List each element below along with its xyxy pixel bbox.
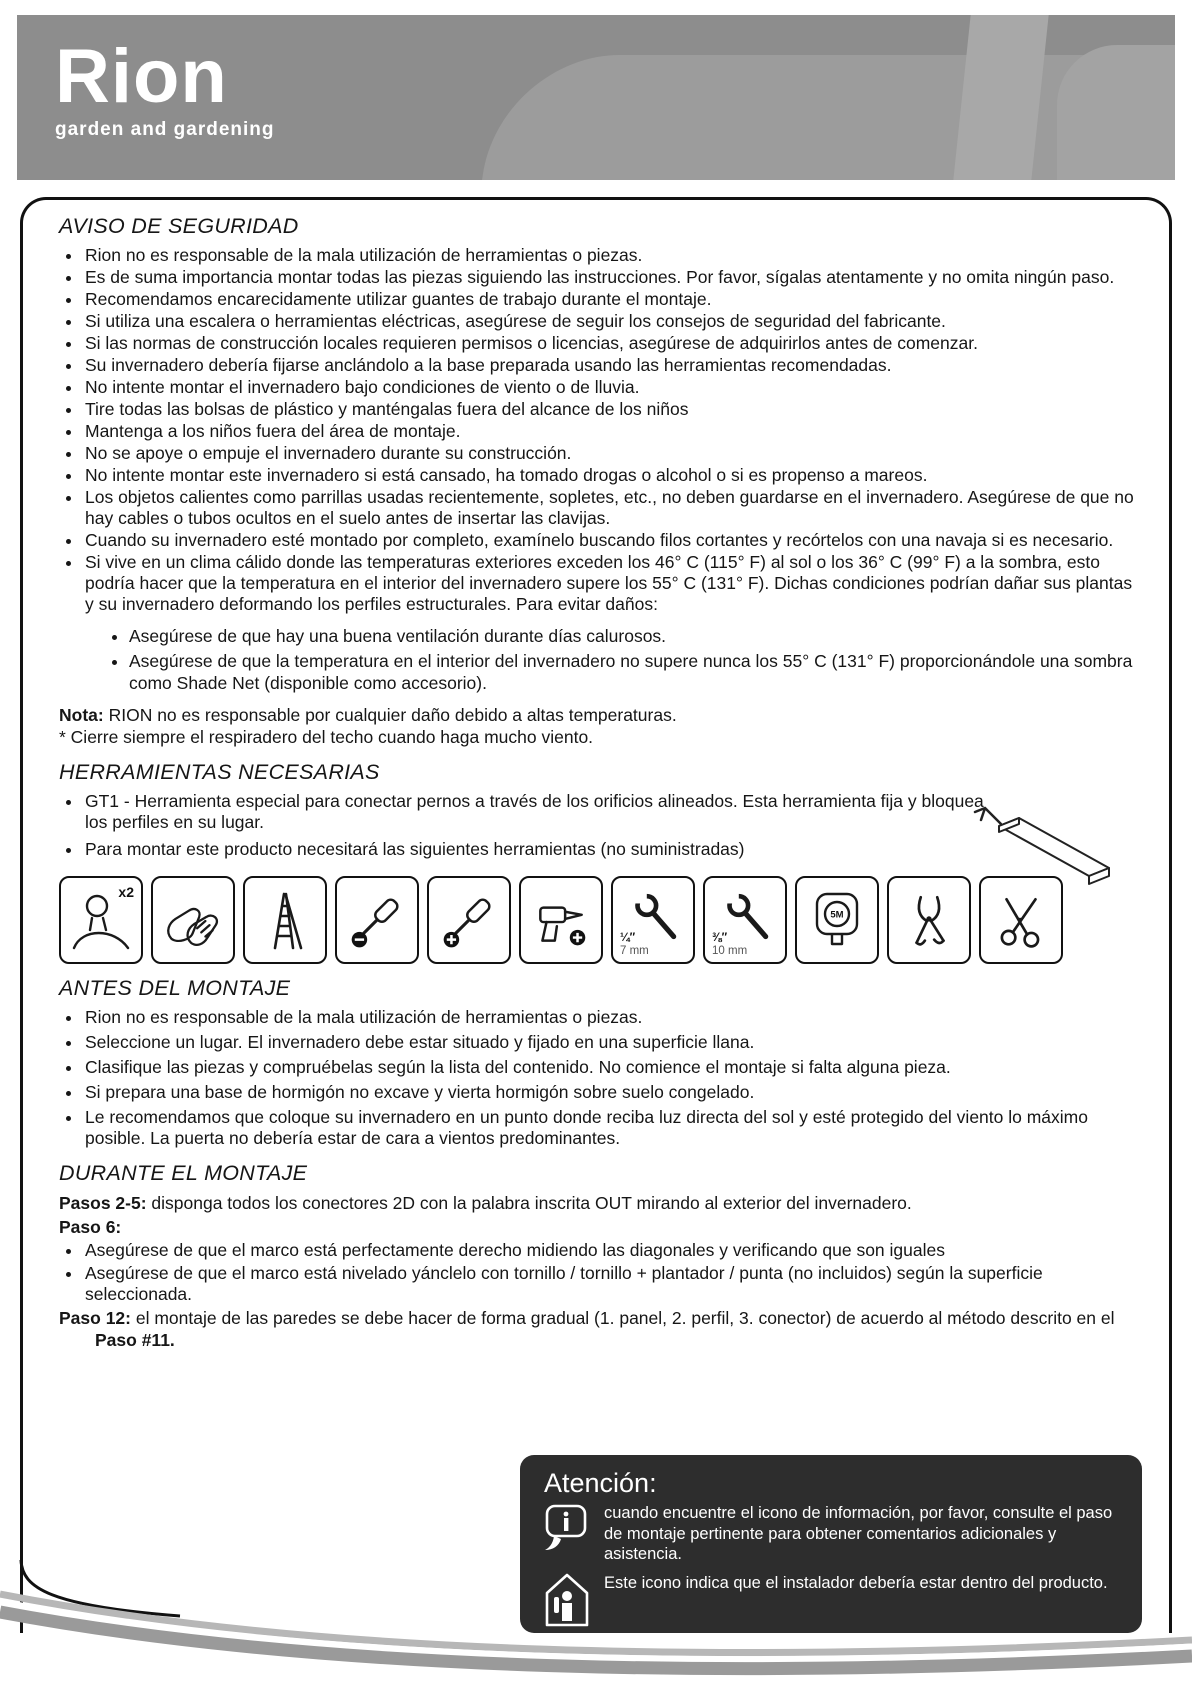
step-2-5: Pasos 2-5: disponga todos los conectores 2D con la palabra inscrita OUT mirando al exterior del invernadero.: [59, 1193, 912, 1213]
section-title-tools: HERRAMIENTAS NECESARIAS: [59, 760, 380, 784]
pliers-icon: [898, 889, 960, 951]
list-item: • Si las normas de construcción locales requieren permisos o licencias, asegúrese de adquirirlos antes de comenzar.: [83, 333, 1139, 354]
list-item: • Asegúrese de que hay una buena ventilación durante días calurosos.: [129, 625, 1139, 647]
tool-scissors: [979, 876, 1063, 964]
flat-screwdriver-icon: [346, 889, 408, 951]
tool-pliers: [887, 876, 971, 964]
gloves-icon: [162, 889, 224, 951]
list-item: • Su invernadero debería fijarse anclándolo a la base preparada usando las herramientas recomendadas.: [83, 355, 1139, 376]
safety-sub-bullet-list: [105, 625, 1139, 694]
tool-flat-screwdriver: [335, 876, 419, 964]
list-item: • GT1 - Herramienta especial para conectar pernos a través de los orificios alineados. Esta herramienta fija y bloquea los perfiles en su lugar.: [83, 791, 989, 833]
list-item: • Si vive en un clima cálido donde las temperaturas exteriores exceden los 46° C (115° F) al sol o los 36° C (99° F) a la sombra, esto podría hacer que la temperatura en el interior del invernadero supere los 55° C (131° F). Dichas condiciones podrían dañar sus plantas y su invernadero deformando los perfiles estructurales. Para evitar daños:: [83, 552, 1139, 615]
content-frame: [20, 197, 1172, 1633]
banner-decor-shape: [1057, 45, 1175, 180]
list-item: • Le recomendamos que coloque su invernadero en un punto donde reciba luz directa del sol y esté protegido del viento lo máximo posible. La puerta no debería estar de cara a vientos predominantes.: [83, 1107, 1139, 1149]
step-6: Paso 6:: [59, 1217, 122, 1237]
list-item: • Asegúrese de que el marco está perfectamente derecho midiendo las diagonales y verificando que son iguales: [83, 1240, 1139, 1261]
before-bullet-list: [59, 1007, 1139, 1149]
list-item: • Asegúrese de que el marco está nivelado yánclelo con tornillo / tornillo + plantador / punta (no incluidos) según la superficie seleccionada.: [83, 1263, 1139, 1305]
tool-helper: [59, 876, 143, 964]
section-title-during: DURANTE EL MONTAJE: [59, 1161, 308, 1185]
list-item: • Para montar este producto necesitará las siguientes herramientas (no suministradas): [83, 839, 989, 860]
tool-gloves: [151, 876, 235, 964]
during-bullet-list: [59, 1240, 1139, 1305]
list-item: • Tire todas las bolsas de plástico y manténgalas fuera del alcance de los niños: [83, 399, 1139, 420]
info-icon: [544, 1503, 590, 1555]
tool-phillips-screwdriver: [427, 876, 511, 964]
attention-info-row: [544, 1503, 1122, 1565]
note-block: Nota: RION no es responsable por cualquier daño debido a altas temperaturas. * Cierre siempre el respiradero del techo cuando haga mucho viento.: [59, 704, 1139, 748]
step-12: Paso 12: el montaje de las paredes se debe hacer de forma gradual (1. panel, 2. perfil, 3. conector) de acuerdo al método descrito en el Paso #11.: [59, 1308, 1115, 1350]
wrench-size-label: ⅜″ 10 mm: [712, 932, 748, 957]
list-item: • No intente montar este invernadero si está cansado, ha tomado drogas o alcohol o si es propenso a mareos.: [83, 465, 1139, 486]
attention-box: [520, 1455, 1142, 1633]
list-item: • Si prepara una base de hormigón no excave y vierta hormigón sobre suelo congelado.: [83, 1082, 1139, 1103]
list-item: • Clasifique las piezas y compruébelas según la lista del contenido. No comience el montaje si falta alguna pieza.: [83, 1057, 1139, 1078]
list-item: • Los objetos calientes como parrillas usadas recientemente, sopletes, etc., no deben guardarse en el invernadero. Asegúrese de que no hay cables o tubos ocultos en el suelo antes de insertar las clavijas.: [83, 487, 1139, 529]
section-title-safety: AVISO DE SEGURIDAD: [59, 214, 299, 238]
tool-ladder: [243, 876, 327, 964]
tool-drill: [519, 876, 603, 964]
list-item: • Rion no es responsable de la mala utilización de herramientas o piezas.: [83, 245, 1139, 266]
section-title-before: ANTES DEL MONTAJE: [59, 976, 291, 1000]
tape-length-label: 5M: [830, 909, 844, 921]
scissors-icon: [990, 889, 1052, 951]
list-item: • Es de suma importancia montar todas las piezas siguiendo las instrucciones. Por favor, sígalas atentamente y no omita ningún paso.: [83, 267, 1139, 288]
tool-tape-measure: [795, 876, 879, 964]
drill-icon: [530, 889, 592, 951]
list-item: • Cuando su invernadero esté montado por completo, examínelo buscando filos cortantes y recórtelos con una navaja si es necesario.: [83, 530, 1139, 551]
tool-wrench-quarter-inch: [611, 876, 695, 964]
attention-title: Atención:: [544, 1468, 657, 1498]
rion-logo: Rion: [55, 34, 228, 119]
safety-bullet-list: [59, 245, 1139, 615]
attention-inside-text: Este icono indica que el instalador debería estar dentro del producto.: [604, 1573, 1108, 1592]
header-banner: [17, 15, 1175, 180]
helper-count-label: x2: [118, 884, 134, 900]
list-item: • Seleccione un lugar. El invernadero debe estar situado y fijado en una superficie llana.: [83, 1032, 1139, 1053]
note-asterisk: * Cierre siempre el respiradero del techo cuando haga mucho viento.: [59, 727, 594, 747]
list-item: • No intente montar el invernadero bajo condiciones de viento o de lluvia.: [83, 377, 1139, 398]
list-item: • Si utiliza una escalera o herramientas eléctricas, asegúrese de seguir los consejos de seguridad del fabricante.: [83, 311, 1139, 332]
list-item: • Asegúrese de que la temperatura en el interior del invernadero no supere nunca los 55° C (131° F) proporcionándole una sombra como Shade Net (disponible como accesorio).: [129, 650, 1139, 694]
attention-info-text: cuando encuentre el icono de información, por favor, consulte el paso de montaje pertinente para obtener comentarios adicionales y asistencia.: [604, 1504, 1113, 1563]
note-label: Nota:: [59, 705, 104, 725]
wrench-size-label: ¼″ 7 mm: [620, 932, 649, 957]
installer-inside-icon: [544, 1573, 590, 1627]
list-item: • Mantenga a los niños fuera del área de montaje.: [83, 421, 1139, 442]
logo-tagline: garden and gardening: [55, 119, 275, 140]
ladder-icon: [255, 888, 315, 952]
phillips-screwdriver-icon: [438, 889, 500, 951]
list-item: • No se apoye o empuje el invernadero durante su construcción.: [83, 443, 1139, 464]
attention-inside-row: [544, 1573, 1122, 1627]
tool-wrench-three-eighths-inch: [703, 876, 787, 964]
list-item: • Rion no es responsable de la mala utilización de herramientas o piezas.: [83, 1007, 1139, 1028]
list-item: • Recomendamos encarecidamente utilizar guantes de trabajo durante el montaje.: [83, 289, 1139, 310]
